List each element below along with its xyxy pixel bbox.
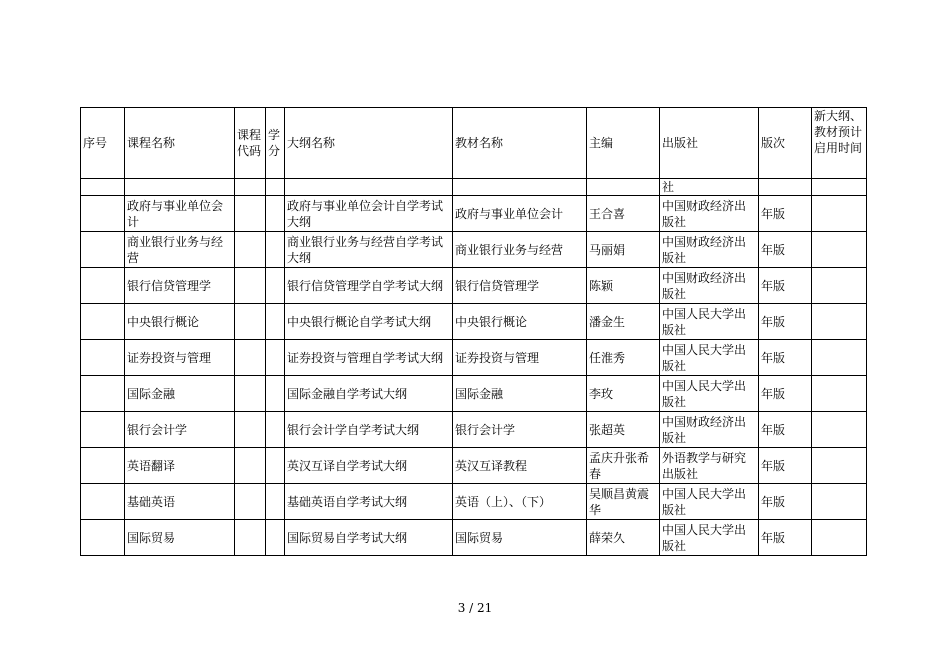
cell-textbook-name: 英汉互译教程 — [453, 448, 587, 484]
table-row — [81, 304, 867, 340]
cell-edition: 年版 — [759, 412, 812, 448]
table-row — [81, 448, 867, 484]
header-editor: 主编 — [587, 108, 660, 179]
header-course-name: 课程名称 — [125, 108, 235, 179]
cell-editor: 陈颖 — [587, 268, 660, 304]
cell-edition: 年版 — [759, 340, 812, 376]
cell-seq — [81, 304, 125, 340]
cell-syllabus-name: 银行信贷管理学自学考试大纲 — [285, 268, 453, 304]
cell-edition: 年版 — [759, 268, 812, 304]
cell-seq — [81, 412, 125, 448]
cell-publisher: 中国财政经济出版社 — [660, 196, 759, 232]
table-row — [81, 196, 867, 232]
cell-editor: 张超英 — [587, 412, 660, 448]
page-number: 3 / 21 — [457, 601, 493, 615]
cell-edition: 年版 — [759, 520, 812, 556]
cell-editor: 马丽娟 — [587, 232, 660, 268]
cell-credits — [266, 376, 285, 412]
cell-publisher: 中国财政经济出版社 — [660, 268, 759, 304]
cell-course-code — [235, 304, 266, 340]
cell-syllabus-name: 基础英语自学考试大纲 — [285, 484, 453, 520]
cell-start-time — [812, 232, 867, 268]
cell-textbook-name: 银行会计学 — [453, 412, 587, 448]
cell-publisher: 中国人民大学出版社 — [660, 376, 759, 412]
cell-syllabus-name: 证券投资与管理自学考试大纲 — [285, 340, 453, 376]
cell-syllabus-name: 商业银行业务与经营自学考试大纲 — [285, 232, 453, 268]
cell-course-name: 基础英语 — [125, 484, 235, 520]
cell-syllabus-name: 中央银行概论自学考试大纲 — [285, 304, 453, 340]
cell-credits — [266, 448, 285, 484]
cell-edition: 年版 — [759, 304, 812, 340]
table-row — [81, 412, 867, 448]
cell-publisher: 社 — [660, 179, 759, 196]
cell-credits — [266, 412, 285, 448]
cell-textbook-name: 国际金融 — [453, 376, 587, 412]
cell-seq — [81, 340, 125, 376]
table-row — [81, 232, 867, 268]
header-syllabus-name: 大纲名称 — [285, 108, 453, 179]
table-header-row — [81, 108, 867, 179]
cell-start-time — [812, 340, 867, 376]
cell-course-name: 商业银行业务与经营 — [125, 232, 235, 268]
cell-course-code — [235, 340, 266, 376]
cell-course-name: 国际贸易 — [125, 520, 235, 556]
cell-course-name: 政府与事业单位会计 — [125, 196, 235, 232]
cell-editor: 薛荣久 — [587, 520, 660, 556]
cell-textbook-name: 政府与事业单位会计 — [453, 196, 587, 232]
table-row — [81, 520, 867, 556]
cell-editor: 孟庆升张希春 — [587, 448, 660, 484]
cell-course-name: 英语翻译 — [125, 448, 235, 484]
cell-syllabus-name: 政府与事业单位会计自学考试大纲 — [285, 196, 453, 232]
header-publisher: 出版社 — [660, 108, 759, 179]
cell-start-time — [812, 484, 867, 520]
table-continuation-row — [81, 179, 867, 196]
cell-editor: 王合喜 — [587, 196, 660, 232]
cell-syllabus-name: 国际贸易自学考试大纲 — [285, 520, 453, 556]
cell-edition: 年版 — [759, 484, 812, 520]
cell-credits — [266, 232, 285, 268]
cell-edition: 年版 — [759, 196, 812, 232]
table-row — [81, 376, 867, 412]
cell-credits — [266, 304, 285, 340]
cell-credits — [266, 196, 285, 232]
cell-editor: 潘金生 — [587, 304, 660, 340]
cell-course-code — [235, 520, 266, 556]
cell-editor: 任淮秀 — [587, 340, 660, 376]
cell-syllabus-name: 银行会计学自学考试大纲 — [285, 412, 453, 448]
cell-start-time — [812, 412, 867, 448]
cell-course-code — [235, 268, 266, 304]
cell-seq — [81, 520, 125, 556]
cell-syllabus-name: 英汉互译自学考试大纲 — [285, 448, 453, 484]
cell-textbook-name: 国际贸易 — [453, 520, 587, 556]
cell-publisher: 中国财政经济出版社 — [660, 232, 759, 268]
cell-course-name: 银行会计学 — [125, 412, 235, 448]
cell-credits — [266, 520, 285, 556]
cell-seq — [81, 196, 125, 232]
cell-seq — [81, 232, 125, 268]
cell-course-name: 银行信贷管理学 — [125, 268, 235, 304]
cell-textbook-name: 银行信贷管理学 — [453, 268, 587, 304]
cell-start-time — [812, 448, 867, 484]
cell-publisher: 外语教学与研究出版社 — [660, 448, 759, 484]
table-row — [81, 268, 867, 304]
cell-edition: 年版 — [759, 448, 812, 484]
header-credits: 学分 — [266, 108, 285, 179]
cell-course-name: 国际金融 — [125, 376, 235, 412]
cell-publisher: 中国人民大学出版社 — [660, 304, 759, 340]
cell-course-code — [235, 232, 266, 268]
course-table — [80, 107, 867, 556]
table-row — [81, 340, 867, 376]
header-textbook-name: 教材名称 — [453, 108, 587, 179]
cell-seq — [81, 376, 125, 412]
header-edition: 版次 — [759, 108, 812, 179]
cell-edition: 年版 — [759, 232, 812, 268]
cell-course-name: 证券投资与管理 — [125, 340, 235, 376]
cell-course-code — [235, 376, 266, 412]
cell-course-name: 中央银行概论 — [125, 304, 235, 340]
cell-start-time — [812, 304, 867, 340]
cell-credits — [266, 340, 285, 376]
cell-start-time — [812, 268, 867, 304]
cell-publisher: 中国人民大学出版社 — [660, 484, 759, 520]
cell-textbook-name: 中央银行概论 — [453, 304, 587, 340]
cell-start-time — [812, 520, 867, 556]
header-start-time: 新大纲、教材预计启用时间 — [812, 108, 867, 179]
cell-start-time — [812, 196, 867, 232]
cell-publisher: 中国人民大学出版社 — [660, 340, 759, 376]
cell-course-code — [235, 412, 266, 448]
cell-course-code — [235, 484, 266, 520]
cell-course-code — [235, 448, 266, 484]
cell-editor: 李玫 — [587, 376, 660, 412]
cell-textbook-name: 英语（上）、（下） — [453, 484, 587, 520]
cell-seq — [81, 484, 125, 520]
header-course-code: 课程代码 — [235, 108, 266, 179]
cell-publisher: 中国财政经济出版社 — [660, 412, 759, 448]
table-row — [81, 484, 867, 520]
cell-publisher: 中国人民大学出版社 — [660, 520, 759, 556]
cell-edition: 年版 — [759, 376, 812, 412]
cell-start-time — [812, 376, 867, 412]
cell-seq — [81, 268, 125, 304]
cell-credits — [266, 484, 285, 520]
cell-textbook-name: 证券投资与管理 — [453, 340, 587, 376]
header-seq: 序号 — [81, 108, 125, 179]
cell-textbook-name: 商业银行业务与经营 — [453, 232, 587, 268]
cell-seq — [81, 448, 125, 484]
cell-course-code — [235, 196, 266, 232]
cell-credits — [266, 268, 285, 304]
cell-editor: 吴顺昌黄震华 — [587, 484, 660, 520]
cell-syllabus-name: 国际金融自学考试大纲 — [285, 376, 453, 412]
